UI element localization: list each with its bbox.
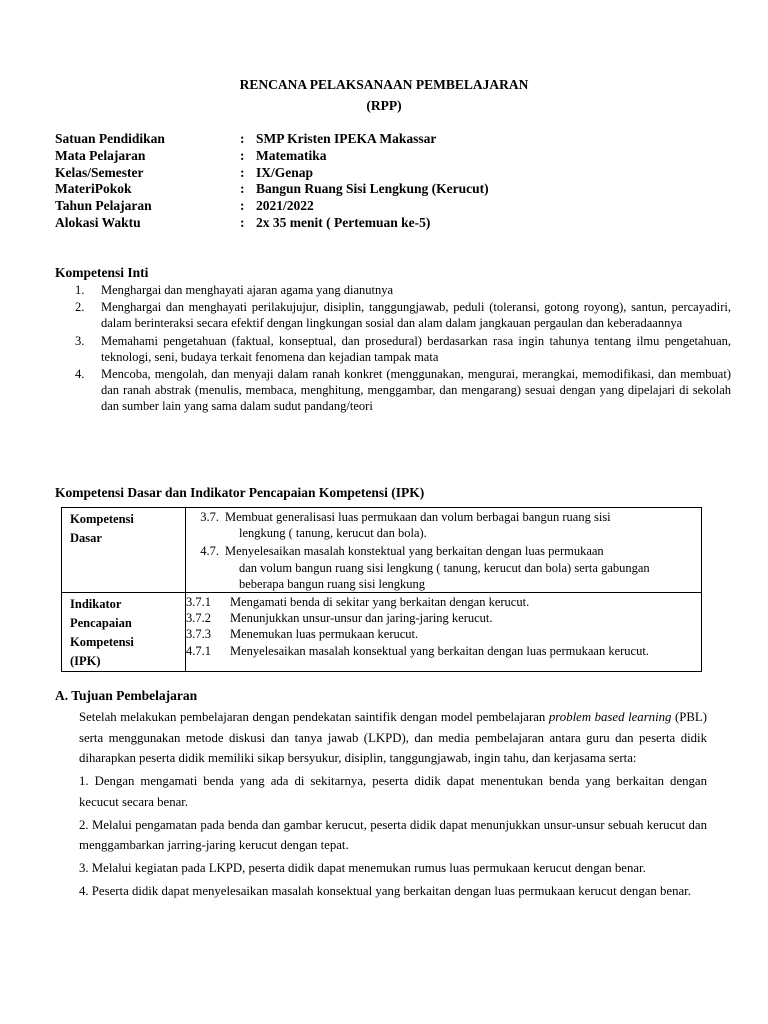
kd-item-text-continued: lengkung ( tanung, kerucut dan bola). — [239, 526, 427, 541]
identity-colon: : — [240, 181, 245, 197]
identity-row — [55, 181, 489, 198]
list-item-text: Menghargai dan menghayati perilakujujur, disiplin, tanggungjawab, peduli (toleransi, gotong royong), santun, percayadiri, dalam berinteraksi secara efektif dengan lingkungan sosial dan alam dalam jangkauan pergaulan dan keberadaannya — [101, 300, 731, 331]
document-title: RENCANA PELAKSANAAN PEMBELAJARAN — [239, 77, 529, 92]
ipk-item — [186, 643, 701, 659]
kd-item-number: 3.7. — [200, 510, 219, 524]
identity-table — [55, 131, 489, 232]
identity-value: Matematika — [256, 147, 327, 163]
identity-value: IX/Genap — [256, 164, 314, 180]
kd-item — [186, 543, 701, 592]
ipk-item-number: 3.7.2 — [186, 611, 211, 626]
ipk-item-text: Menyelesaikan masalah konsektual yang berkaitan dengan luas permukaan kerucut. — [230, 643, 649, 658]
identity-value: 2021/2022 — [256, 198, 314, 214]
kompetensi-inti-list — [75, 282, 731, 416]
kd-item-number: 4.7. — [200, 544, 219, 559]
ipk-item-text: Mengamati benda di sekitar yang berkaitan dengan kerucut. — [230, 595, 530, 610]
tujuan-intro — [79, 707, 707, 769]
identity-value: SMP Kristen IPEKA Makassar — [256, 131, 437, 146]
identity-label: Kelas/Semester — [55, 164, 144, 180]
tujuan-intro-end: (PBL) serta menggunakan metode diskusi dan tanya jawab (LKPD), dan media pembelajaran antara guru dan peserta didik diharapkan peserta didik memiliki sikap bersyukur, disiplin, tanggungjawab, ingin tahu, dan kerjasama serta: — [79, 710, 708, 765]
ipk-item-text: Menemukan luas permukaan kerucut. — [230, 627, 419, 642]
list-item-number: 2. — [75, 300, 85, 315]
ipk-content-cell — [186, 593, 702, 672]
list-item — [75, 299, 731, 331]
list-item-text: Mencoba, mengolah, dan menyaji dalam ranah konkret (menggunakan, mengurai, merangkai, memodifikasi, dan membuat) dan ranah abstrak (menulis, membaca, menghitung, menggambar, dan mengarang) sesuai dengan yang dipelajari di sekolah dan sumber lain yang sama dalam sudut pandang/teori — [101, 367, 731, 414]
list-item — [75, 333, 731, 365]
kd-label: Kompetensi Dasar — [70, 512, 134, 545]
identity-label: MateriPokok — [55, 181, 132, 197]
kd-content-cell — [186, 508, 702, 593]
table-row — [62, 593, 702, 672]
identity-row — [55, 131, 489, 148]
kd-item — [186, 509, 701, 541]
identity-label: Mata Pelajaran — [55, 147, 146, 163]
ipk-item — [186, 626, 701, 642]
identity-row — [55, 148, 489, 165]
list-item-number: 3. — [75, 333, 85, 348]
kd-ipk-table — [61, 507, 702, 672]
list-item-number: 1. — [75, 283, 85, 297]
ipk-item — [186, 610, 701, 626]
identity-colon: : — [240, 164, 245, 180]
identity-colon: : — [240, 214, 245, 230]
ipk-label-cell — [62, 593, 186, 672]
tujuan-intro-italic: problem based learning — [548, 710, 672, 724]
tujuan-intro-start: Setelah melakukan pembelajaran dengan pendekatan saintifik dengan model pembelajaran — [79, 710, 549, 724]
kd-ipk-heading: Kompetensi Dasar dan Indikator Pencapaian Kompetensi (IPK) — [55, 485, 425, 500]
identity-label: Alokasi Waktu — [55, 214, 141, 230]
ipk-item-number: 4.7.1 — [186, 643, 211, 658]
kd-item-text: Membuat generalisasi luas permukaan dan volum berbagai bangun ruang sisi — [225, 510, 611, 524]
list-item-number: 4. — [75, 367, 85, 382]
identity-colon: : — [240, 198, 245, 214]
kd-item-text: Menyelesaikan masalah konstektual yang berkaitan dengan luas permukaan — [225, 544, 604, 559]
identity-colon: : — [240, 131, 245, 146]
list-item — [75, 282, 731, 298]
list-item-text: Menghargai dan menghayati ajaran agama yang dianutnya — [101, 283, 394, 297]
ipk-label: Indikator Pencapaian Kompetensi (IPK) — [70, 597, 134, 669]
identity-value: Bangun Ruang Sisi Lengkung (Kerucut) — [256, 181, 489, 197]
identity-row — [55, 215, 489, 232]
ipk-item-text: Menunjukkan unsur-unsur dan jaring-jaring kerucut. — [230, 611, 493, 626]
kd-label-cell — [62, 508, 186, 593]
tujuan-point: 4. Peserta didik dapat menyelesaikan masalah konsektual yang berkaitan dengan luas permukaan kerucut dengan benar. — [79, 884, 691, 898]
list-item-text: Memahami pengetahuan (faktual, konseptual, dan prosedural) berdasarkan rasa ingin tahunya tentang ilmu pengetahuan, teknologi, seni, budaya terkait fenomena dan kejadian tampak mata — [101, 333, 731, 364]
tujuan-point: 3. Melalui kegiatan pada LKPD, peserta didik dapat menemukan rumus luas permukaan kerucut dengan benar. — [79, 861, 646, 875]
ipk-item-number: 3.7.3 — [186, 627, 211, 642]
list-item — [75, 366, 731, 415]
table-row — [62, 508, 702, 593]
identity-label: Tahun Pelajaran — [55, 198, 152, 214]
ipk-item — [186, 594, 701, 610]
kd-item-text-continued: dan volum bangun ruang sisi lengkung ( tanung, kerucut dan bola) serta gabungan beberapa bangun ruang sisi lengkung — [239, 560, 650, 591]
identity-colon: : — [240, 147, 245, 163]
identity-value: 2x 35 menit ( Pertemuan ke-5) — [256, 214, 431, 230]
tujuan-body — [79, 707, 707, 904]
identity-row — [55, 165, 489, 182]
kompetensi-inti-heading: Kompetensi Inti — [55, 265, 149, 280]
tujuan-point: 1. Dengan mengamati benda yang ada di sekitarnya, peserta didik dapat menentukan benda yang berkaitan dengan kecucut secara benar. — [79, 774, 707, 809]
identity-row — [55, 198, 489, 215]
ipk-item-number: 3.7.1 — [186, 595, 211, 610]
identity-label: Satuan Pendidikan — [55, 131, 165, 146]
document-subtitle: (RPP) — [366, 98, 402, 113]
tujuan-point: 2. Melalui pengamatan pada benda dan gambar kerucut, peserta didik dapat menunjukkan unsur-unsur sebuah kerucut dan menggambarkan jarring-jaring kerucut dengan tepat. — [79, 817, 707, 852]
tujuan-heading: A. Tujuan Pembelajaran — [55, 688, 198, 703]
